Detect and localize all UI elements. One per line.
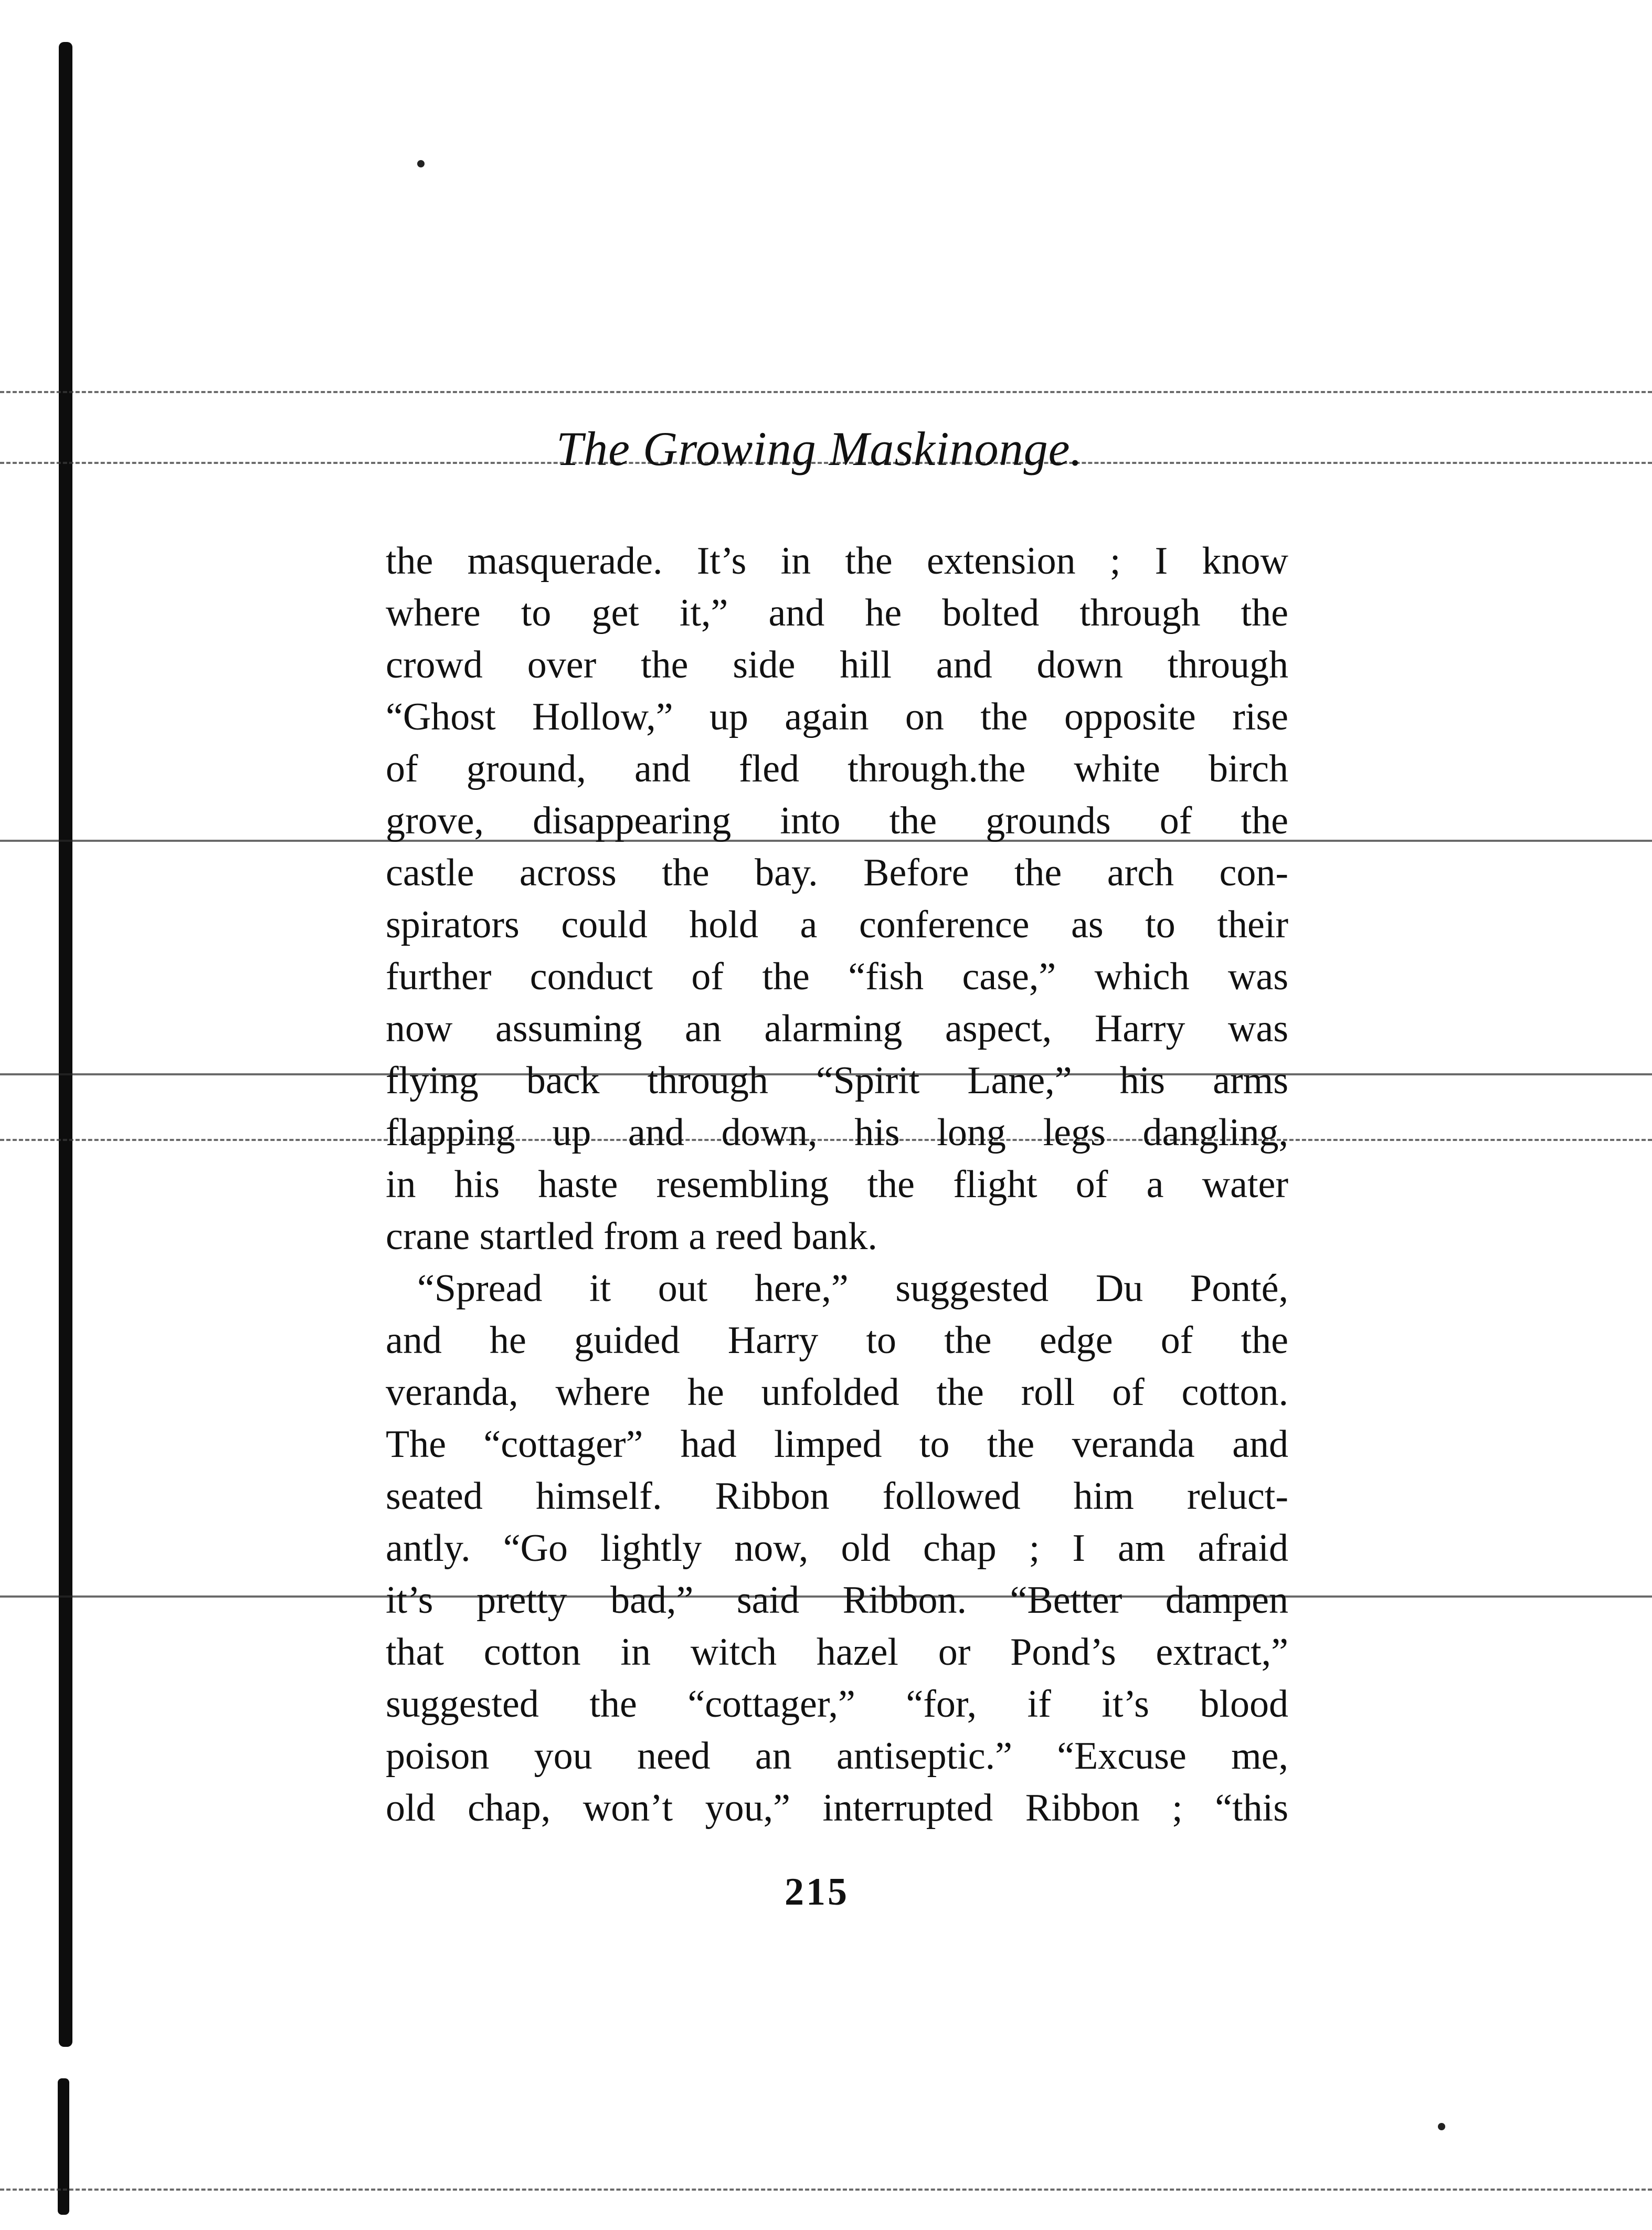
text-line: poison you need an antiseptic.” “Excuse me, bbox=[386, 1735, 1288, 1778]
body-text bbox=[386, 535, 1288, 1834]
binding-shadow bbox=[59, 42, 72, 2047]
text-line: The “cottager” had limped to the veranda and bbox=[386, 1423, 1288, 1466]
text-line: grove, disappearing into the grounds of the bbox=[386, 799, 1288, 842]
text-line: seated himself. Ribbon followed him reluct- bbox=[386, 1475, 1288, 1518]
text-line: suggested the “cottager,” “for, if it’s blood bbox=[386, 1683, 1288, 1726]
text-line: it’s pretty bad,” said Ribbon. “Better dampen bbox=[386, 1579, 1288, 1622]
scan-rule bbox=[0, 2189, 1652, 2191]
scan-speck bbox=[1438, 2123, 1445, 2130]
page-number: 215 bbox=[785, 1870, 849, 1914]
text-line: now assuming an alarming aspect, Harry was bbox=[386, 1007, 1288, 1050]
text-line: in his haste resembling the flight of a water bbox=[386, 1163, 1288, 1206]
running-head: The Growing Maskinonge. bbox=[556, 422, 1083, 475]
text-line: flapping up and down, his long legs dangling, bbox=[386, 1111, 1288, 1154]
scan-rule bbox=[0, 391, 1652, 393]
text-line: further conduct of the “fish case,” which was bbox=[386, 955, 1288, 998]
text-line: veranda, where he unfolded the roll of cotton. bbox=[386, 1371, 1288, 1414]
scan-speck bbox=[417, 160, 425, 167]
text-line: flying back through “Spirit Lane,” his arms bbox=[386, 1059, 1288, 1102]
binding-shadow-lower bbox=[58, 2078, 69, 2215]
text-line: “Ghost Hollow,” up again on the opposite rise bbox=[386, 695, 1288, 738]
text-line: crane startled from a reed bank. bbox=[386, 1215, 877, 1258]
text-line: that cotton in witch hazel or Pond’s extract,” bbox=[386, 1631, 1288, 1674]
text-line: and he guided Harry to the edge of the bbox=[386, 1319, 1288, 1362]
text-line: castle across the bay. Before the arch con- bbox=[386, 851, 1288, 894]
text-line: old chap, won’t you,” interrupted Ribbon ; “this bbox=[386, 1787, 1288, 1830]
text-line: the masquerade. It’s in the extension ; I know bbox=[386, 540, 1288, 583]
text-line: spirators could hold a conference as to their bbox=[386, 903, 1288, 946]
text-line: of ground, and fled through.the white birch bbox=[386, 747, 1288, 790]
text-line: crowd over the side hill and down through bbox=[386, 643, 1288, 686]
text-line: where to get it,” and he bolted through the bbox=[386, 591, 1288, 635]
text-line: “Spread it out here,” suggested Du Ponté, bbox=[417, 1267, 1288, 1310]
text-line: antly. “Go lightly now, old chap ; I am afraid bbox=[386, 1527, 1288, 1570]
